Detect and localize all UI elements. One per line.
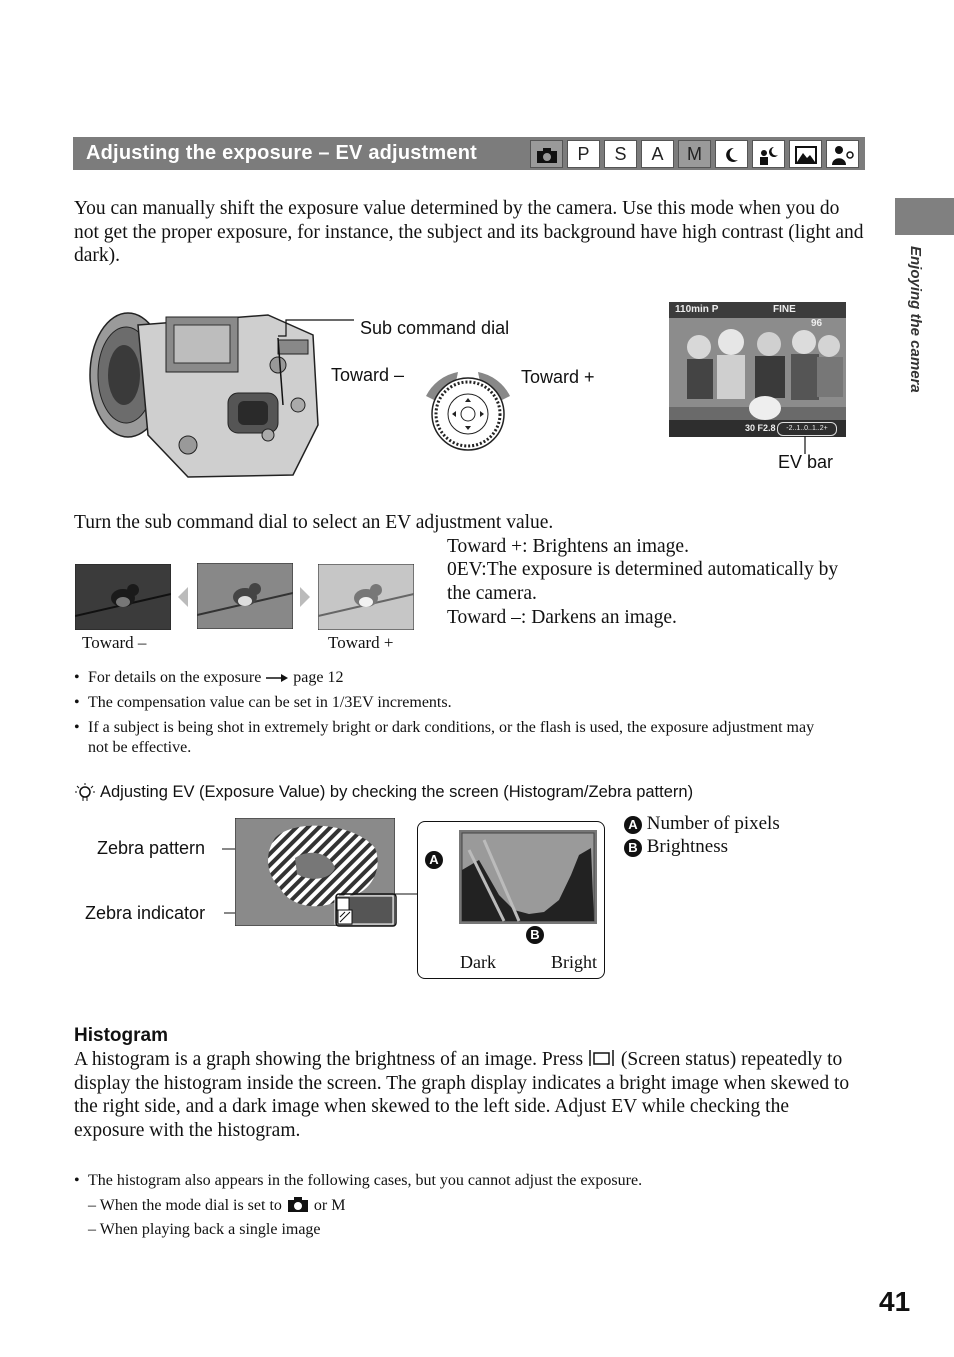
marker-a: A bbox=[425, 851, 443, 869]
lcd-aperture: F2.8 bbox=[757, 423, 776, 433]
camera-icon bbox=[286, 1195, 310, 1213]
tip-lightbulb-icon bbox=[74, 782, 96, 804]
note-mode-dial: – When the mode dial is set to or M bbox=[88, 1197, 346, 1214]
arrow-left-icon bbox=[176, 585, 190, 609]
mode-m: M bbox=[678, 140, 711, 168]
moon-icon bbox=[715, 140, 748, 168]
portrait-icon bbox=[826, 140, 859, 168]
legend-brightness: B Brightness bbox=[624, 836, 728, 858]
screen-status-icon bbox=[588, 1049, 616, 1067]
mode-a: A bbox=[641, 140, 674, 168]
lcd-mode: P bbox=[711, 304, 719, 315]
lcd-quality: FINE bbox=[773, 304, 796, 315]
ev-zero-description: 0EV:The exposure is determined automatically by the camera. bbox=[447, 559, 839, 604]
histogram-heading: Histogram bbox=[74, 1025, 168, 1046]
lcd-shutter: 30 bbox=[745, 423, 756, 433]
landscape-icon bbox=[789, 140, 822, 168]
note-playback: – When playing back a single image bbox=[88, 1221, 321, 1238]
portrait-night-icon bbox=[752, 140, 785, 168]
tip-heading: Adjusting EV (Exposure Value) by checking the screen (Histogram/Zebra pattern) bbox=[100, 783, 694, 801]
bird-label-minus: Toward – bbox=[82, 633, 147, 652]
sub-command-dial-label: Sub command dial bbox=[360, 318, 510, 338]
mode-s: S bbox=[604, 140, 637, 168]
toward-minus-label: Toward – bbox=[331, 365, 405, 385]
sub-command-dial-icon bbox=[422, 366, 514, 452]
callout-connector bbox=[395, 822, 419, 922]
mode-p: P bbox=[567, 140, 600, 168]
bird-label-plus: Toward + bbox=[328, 633, 394, 652]
ev-bar-label: EV bar bbox=[778, 452, 834, 472]
lcd-battery: 110min bbox=[675, 304, 709, 315]
camera-icon bbox=[530, 140, 563, 168]
intro-paragraph: You can manually shift the exposure value determined by the camera. Use this mode when you do not get the proper exposure, for instance, the subject and its background have high contrast (light and dark). bbox=[74, 198, 864, 266]
zebra-indicator-label: Zebra indicator bbox=[85, 903, 206, 923]
arrow-right-icon bbox=[298, 585, 312, 609]
ev-plus-description: Toward +: Brightens an image. bbox=[447, 536, 689, 557]
sub-dial-leader-line bbox=[276, 318, 366, 338]
section-title: Adjusting the exposure – EV adjustment bbox=[86, 142, 477, 164]
bullet-text: For details on the exposure bbox=[88, 669, 262, 686]
bright-label: Bright bbox=[551, 952, 598, 972]
legend-number-of-pixels: A Number of pixels bbox=[624, 813, 780, 835]
side-chapter-label: Enjoying the camera bbox=[907, 246, 924, 393]
zebra-indicator-highlight bbox=[335, 893, 397, 927]
ev-minus-description: Toward –: Darkens an image. bbox=[447, 607, 677, 628]
zebra-pattern-label: Zebra pattern bbox=[97, 838, 206, 858]
turn-dial-instruction: Turn the sub command dial to select an EV adjustment value. bbox=[74, 512, 554, 533]
bird-image-dark bbox=[75, 564, 171, 630]
marker-b: B bbox=[526, 926, 544, 944]
lcd-ev-bar: -2..1..0..1..2+ bbox=[777, 422, 837, 436]
bird-image-bright bbox=[318, 564, 414, 630]
marker-a-legend: A bbox=[624, 816, 642, 834]
marker-b-legend: B bbox=[624, 839, 642, 857]
lcd-count: 96 bbox=[811, 318, 823, 329]
dark-label: Dark bbox=[460, 952, 496, 972]
arrow-right-icon bbox=[265, 673, 289, 683]
histogram-graph bbox=[459, 830, 597, 924]
histogram-paragraph: A histogram is a graph showing the brightness of an image. Press (Screen status) repeatedly to display the histogram inside the screen. The graph display indicates a bright image when skewed to the right side, and a dark image when skewed to the left side. Adjust EV while checking the exposure with the histogram. bbox=[74, 1049, 850, 1141]
bird-image-normal bbox=[197, 563, 293, 629]
page-reference-link[interactable]: page 12 bbox=[293, 669, 344, 686]
chapter-tab bbox=[895, 198, 954, 235]
toward-plus-label: Toward + bbox=[521, 367, 595, 387]
lcd-screen bbox=[669, 302, 846, 437]
page-number: 41 bbox=[879, 1286, 911, 1317]
